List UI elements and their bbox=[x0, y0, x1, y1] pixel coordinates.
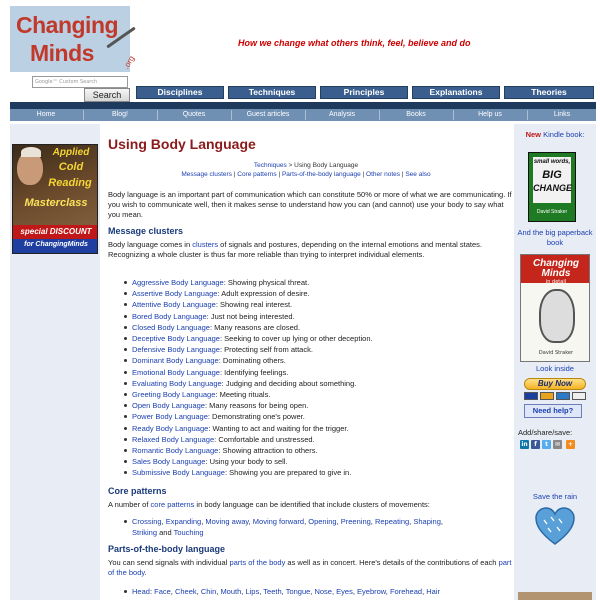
cluster-description: : Using your body to sell. bbox=[205, 457, 288, 467]
email-icon[interactable]: ✉ bbox=[554, 441, 561, 448]
list-item bbox=[126, 277, 506, 288]
list-comma: , bbox=[259, 587, 264, 596]
logo-text-org: .org bbox=[121, 54, 137, 71]
book-title bbox=[521, 259, 590, 279]
cluster-description: : Many reasons for being open. bbox=[204, 401, 309, 411]
core-text-end: in body language can be identified that include clusters of movements: bbox=[194, 500, 430, 509]
list-colon: : bbox=[149, 587, 155, 596]
core-pattern-link[interactable]: Moving forward bbox=[252, 517, 305, 526]
kindle-author: David Straker bbox=[536, 209, 568, 215]
breadcrumb bbox=[104, 162, 508, 169]
cluster-link[interactable]: Romantic Body Language bbox=[132, 446, 219, 456]
list-comma: , bbox=[352, 587, 358, 596]
cluster-description: : Protecting self from attack. bbox=[219, 345, 313, 355]
cluster-description: : Seeking to cover up lying or other deception. bbox=[219, 334, 373, 344]
list-item bbox=[126, 378, 506, 389]
amex-card-icon bbox=[556, 392, 570, 400]
core-pattern-link[interactable]: Touching bbox=[173, 528, 204, 538]
list-item bbox=[126, 288, 506, 299]
list-item bbox=[126, 400, 506, 411]
core-patterns-list bbox=[126, 516, 506, 538]
site-logo[interactable] bbox=[10, 6, 137, 72]
paperback-promo-text[interactable]: And the big paperback book bbox=[517, 228, 593, 247]
right-sidebar bbox=[514, 124, 596, 600]
subnav-books[interactable]: Books bbox=[406, 111, 426, 118]
message-clusters-list bbox=[126, 277, 506, 479]
clusters-paragraph bbox=[108, 240, 514, 260]
list-item bbox=[126, 311, 506, 322]
save-the-rain-heart-icon[interactable] bbox=[534, 506, 576, 548]
sub-nav bbox=[10, 109, 596, 121]
list-item bbox=[126, 333, 506, 344]
kindle-book-cover[interactable] bbox=[528, 152, 576, 222]
list-item bbox=[126, 322, 506, 333]
ad-text-masterclass: Masterclass bbox=[24, 197, 88, 209]
mastercard-icon bbox=[540, 392, 554, 400]
cluster-description: : Showing real interest. bbox=[215, 300, 293, 310]
cluster-link[interactable]: Greeting Body Language bbox=[132, 390, 216, 400]
book-title-line2: Minds bbox=[541, 268, 571, 279]
cluster-link[interactable]: Sales Body Language bbox=[132, 457, 206, 467]
body-part-link[interactable]: Mouth bbox=[220, 587, 242, 596]
anchor-separator: | bbox=[231, 171, 238, 178]
top-nav bbox=[134, 86, 596, 100]
cluster-description: : Showing attraction to others. bbox=[218, 446, 318, 456]
page-anchor-links bbox=[104, 171, 508, 178]
core-pattern-link[interactable]: Repeating bbox=[374, 517, 410, 526]
ad-text-reading: Reading bbox=[48, 177, 92, 189]
save-the-rain-link[interactable]: Save the rain bbox=[532, 492, 578, 501]
list-comma: , bbox=[196, 587, 201, 596]
list-item bbox=[126, 344, 506, 355]
kindle-cover-panel bbox=[533, 157, 571, 203]
book-author: David Straker bbox=[538, 350, 574, 356]
list-comma: , bbox=[216, 587, 221, 596]
list-comma: , bbox=[161, 517, 166, 526]
cluster-description: : Comfortable and unstressed. bbox=[214, 434, 315, 444]
site-tagline: How we change what others think, feel, believe and do bbox=[238, 38, 471, 48]
main-content bbox=[104, 124, 512, 600]
list-item bbox=[126, 456, 506, 467]
list-item bbox=[126, 434, 506, 445]
search-form bbox=[30, 76, 130, 102]
list-item bbox=[126, 367, 506, 378]
list-item bbox=[126, 389, 506, 400]
cluster-link[interactable]: Bored Body Language bbox=[132, 311, 207, 321]
body-part-link[interactable]: Forehead bbox=[389, 587, 423, 596]
list-item bbox=[126, 355, 506, 366]
body-part-link[interactable]: Teeth bbox=[263, 587, 282, 596]
anchor-message-clusters[interactable]: Message clusters bbox=[181, 171, 232, 178]
parts-of-body-paragraph bbox=[108, 558, 514, 578]
anchor-core-patterns[interactable]: Core patterns bbox=[237, 171, 277, 178]
cluster-description: : Dominating others. bbox=[218, 356, 286, 366]
cluster-description: : Judging and deciding about something. bbox=[221, 378, 357, 388]
heading-core-patterns: Core patterns bbox=[108, 486, 167, 496]
cluster-link[interactable]: Emotional Body Language bbox=[132, 367, 220, 377]
body-part-link[interactable]: Cheek bbox=[174, 587, 197, 596]
kindle-title-line3: CHANGE bbox=[533, 183, 573, 193]
look-inside-link[interactable]: Look inside bbox=[536, 364, 574, 373]
clusters-text-end: of signals and postures, depending on the internal emotions and mental states. Recognizing a whole cluster is thus far more reliable than trying to interpret individual elements. bbox=[108, 240, 482, 259]
cluster-description: : Showing physical threat. bbox=[223, 278, 310, 287]
list-comma: , bbox=[370, 517, 375, 526]
body-part-link[interactable]: Tongue bbox=[285, 587, 311, 596]
core-pattern-link[interactable]: Striking bbox=[132, 528, 158, 538]
list-comma: , bbox=[248, 517, 253, 526]
cluster-link[interactable]: Ready Body Language bbox=[132, 423, 209, 433]
body-part-link[interactable]: Lips bbox=[245, 587, 260, 596]
body-part-link[interactable]: Eyes bbox=[336, 587, 353, 596]
cluster-link[interactable]: Attentive Body Language bbox=[132, 300, 216, 310]
intro-paragraph: Body language is an important part of communication which can constitute 50% or more of what we are communicating. If you wish to communicate well, then it makes sense to understand how you can (and cannot) use your body to say what you mean. bbox=[108, 190, 512, 219]
core-patterns-paragraph bbox=[108, 500, 514, 510]
search-button[interactable]: Search bbox=[84, 88, 130, 102]
presenter-hair bbox=[21, 147, 41, 157]
subnav-help-us[interactable]: Help us bbox=[478, 111, 502, 118]
cluster-link[interactable]: Relaxed Body Language bbox=[132, 434, 215, 444]
payment-cards bbox=[524, 392, 586, 400]
new-label: New bbox=[525, 130, 542, 139]
list-comma: , bbox=[336, 517, 341, 526]
logo-text-changing: Changing bbox=[16, 12, 119, 38]
list-comma: , bbox=[440, 517, 443, 526]
cluster-link[interactable]: Closed Body Language bbox=[132, 322, 210, 332]
parts-text-end: . bbox=[144, 568, 147, 577]
subnav-quotes[interactable]: Quotes bbox=[182, 111, 206, 118]
share-plus-icon[interactable]: + bbox=[567, 441, 574, 448]
list-comma: , bbox=[409, 517, 414, 526]
book-face-illustration bbox=[539, 289, 575, 343]
core-pattern-link[interactable]: Preening bbox=[340, 517, 371, 526]
anchor-separator: | bbox=[276, 171, 282, 178]
anchor-separator: | bbox=[360, 171, 367, 178]
list-comma: , bbox=[331, 587, 337, 596]
body-part-link[interactable]: Hair bbox=[426, 587, 441, 596]
list-item bbox=[126, 411, 506, 422]
header-divider-band bbox=[10, 102, 596, 109]
list-item bbox=[126, 445, 506, 456]
list-item bbox=[126, 299, 506, 310]
nav-principles[interactable]: Principles bbox=[320, 86, 408, 99]
cluster-description: : Meeting rituals. bbox=[215, 390, 271, 400]
subnav-analysis[interactable]: Analysis bbox=[328, 111, 356, 118]
heading-parts-of-body: Parts-of-the-body language bbox=[108, 544, 226, 554]
body-part-head-link[interactable]: Head bbox=[132, 587, 150, 596]
list-comma: , bbox=[170, 587, 175, 596]
list-comma: , bbox=[281, 587, 286, 596]
part-of-body-link[interactable]: part of the body bbox=[108, 558, 512, 577]
add-share-save-label: Add/share/save: bbox=[518, 428, 573, 437]
kindle-title-line2: BIG bbox=[542, 169, 562, 181]
list-item bbox=[126, 423, 506, 434]
cluster-link[interactable]: Evaluating Body Language bbox=[132, 378, 222, 388]
ad-text-applied: Applied bbox=[52, 147, 90, 158]
body-parts-list bbox=[126, 586, 506, 597]
subnav-guest-articles[interactable]: Guest articles bbox=[246, 111, 290, 118]
nav-theories[interactable]: Theories bbox=[504, 86, 594, 99]
parts-text-start: You can send signals with individual bbox=[108, 558, 230, 567]
list-comma: , bbox=[241, 587, 246, 596]
ad-text-cold: Cold bbox=[58, 161, 84, 173]
book-subtitle: in detail bbox=[545, 279, 567, 285]
anchor-separator: | bbox=[400, 171, 406, 178]
body-part-link[interactable]: Face bbox=[154, 587, 171, 596]
breadcrumb-techniques-link[interactable]: Techniques bbox=[253, 162, 287, 169]
kindle-promo-text[interactable] bbox=[514, 130, 596, 140]
list-comma: , bbox=[304, 517, 309, 526]
paypal-icon bbox=[572, 392, 586, 400]
ad-text-discount: special DISCOUNT bbox=[20, 227, 92, 236]
share-icons bbox=[518, 440, 596, 450]
core-pattern-link[interactable]: Shaping bbox=[413, 517, 441, 526]
cluster-link[interactable]: Power Body Language bbox=[132, 412, 208, 422]
list-and: and bbox=[157, 528, 174, 538]
parts-text-middle: as well as in concert. Here's details of the contributions of each bbox=[285, 558, 499, 567]
need-help-button[interactable]: Need help? bbox=[524, 404, 582, 418]
core-pattern-link[interactable]: Expanding bbox=[165, 517, 202, 526]
clusters-text-start: Body language comes in bbox=[108, 240, 193, 249]
anchor-parts-of-body[interactable]: Parts-of-the-body language bbox=[281, 171, 361, 178]
nav-techniques[interactable]: Techniques bbox=[228, 86, 316, 99]
core-text-start: A number of bbox=[108, 500, 151, 509]
cluster-link[interactable]: Assertive Body Language bbox=[132, 289, 218, 299]
cluster-description: : Just not being interested. bbox=[206, 311, 295, 321]
core-pattern-link[interactable]: Moving away bbox=[205, 517, 249, 526]
cluster-description: : Wanting to act and waiting for the trigger. bbox=[208, 423, 349, 433]
core-pattern-link[interactable]: Crossing bbox=[132, 517, 162, 526]
body-part-link[interactable]: Chin bbox=[200, 587, 217, 596]
breadcrumb-separator: > bbox=[286, 162, 295, 169]
page-title: Using Body Language bbox=[108, 136, 256, 152]
cluster-description: : Identifying feelings. bbox=[219, 367, 289, 377]
core-pattern-link[interactable]: Opening bbox=[308, 517, 337, 526]
book-title-line1: Changing bbox=[532, 258, 580, 269]
cluster-link[interactable]: Dominant Body Language bbox=[132, 356, 219, 366]
cluster-description: : Demonstrating one's power. bbox=[207, 412, 305, 422]
list-comma: , bbox=[201, 517, 206, 526]
cluster-link[interactable]: Open Body Language bbox=[132, 401, 205, 411]
linkedin-icon[interactable]: in bbox=[521, 441, 528, 448]
sidebar-bottom-image bbox=[518, 592, 592, 600]
cluster-link[interactable]: Defensive Body Language bbox=[132, 345, 220, 355]
list-item bbox=[126, 516, 506, 538]
breadcrumb-current: Using Body Language bbox=[294, 162, 359, 169]
clusters-link[interactable]: clusters bbox=[192, 240, 219, 249]
paperback-book-cover[interactable] bbox=[520, 254, 590, 362]
facebook-icon[interactable]: f bbox=[531, 440, 540, 449]
twitter-icon[interactable]: t bbox=[542, 440, 551, 449]
visa-card-icon bbox=[524, 392, 538, 400]
anchor-other-notes[interactable]: Other notes bbox=[366, 171, 401, 178]
cold-reading-ad-banner[interactable] bbox=[12, 144, 98, 254]
nav-disciplines[interactable]: Disciplines bbox=[136, 86, 224, 99]
search-input[interactable]: Google™ Custom Search bbox=[32, 76, 128, 88]
list-comma: , bbox=[310, 587, 315, 596]
body-part-link[interactable]: Nose bbox=[314, 587, 332, 596]
subnav-links[interactable]: Links bbox=[553, 111, 571, 118]
nav-explanations[interactable]: Explanations bbox=[412, 86, 500, 99]
list-item bbox=[126, 467, 506, 478]
cluster-link[interactable]: Aggressive Body Language bbox=[132, 278, 224, 287]
logo-text-minds: Minds bbox=[30, 40, 94, 66]
kindle-label: Kindle book: bbox=[541, 130, 585, 139]
parts-of-body-link[interactable]: parts of the body bbox=[229, 558, 286, 567]
anchor-see-also[interactable]: See also bbox=[405, 171, 431, 178]
list-comma: , bbox=[422, 587, 427, 596]
cluster-description: : Many reasons are closed. bbox=[209, 322, 301, 332]
kindle-title-line1: small words, bbox=[533, 159, 571, 165]
subnav-blog[interactable]: Blog! bbox=[112, 111, 128, 118]
left-sidebar bbox=[10, 124, 100, 600]
heading-message-clusters: Message clusters bbox=[108, 226, 184, 236]
list-item bbox=[126, 586, 506, 597]
cluster-link[interactable]: Deceptive Body Language bbox=[132, 334, 220, 344]
subnav-home[interactable]: Home bbox=[36, 111, 56, 118]
cluster-description: : Adult expression of desire. bbox=[217, 289, 310, 299]
buy-now-button[interactable]: Buy Now bbox=[524, 378, 586, 390]
body-part-link[interactable]: Eyebrow bbox=[357, 587, 386, 596]
cluster-description: : Showing you are prepared to give in. bbox=[224, 468, 352, 478]
list-comma: , bbox=[385, 587, 390, 596]
ad-text-for-changingminds: for ChangingMinds bbox=[24, 241, 88, 248]
cluster-link[interactable]: Submissive Body Language bbox=[132, 468, 225, 478]
core-patterns-link[interactable]: core patterns bbox=[150, 500, 195, 509]
